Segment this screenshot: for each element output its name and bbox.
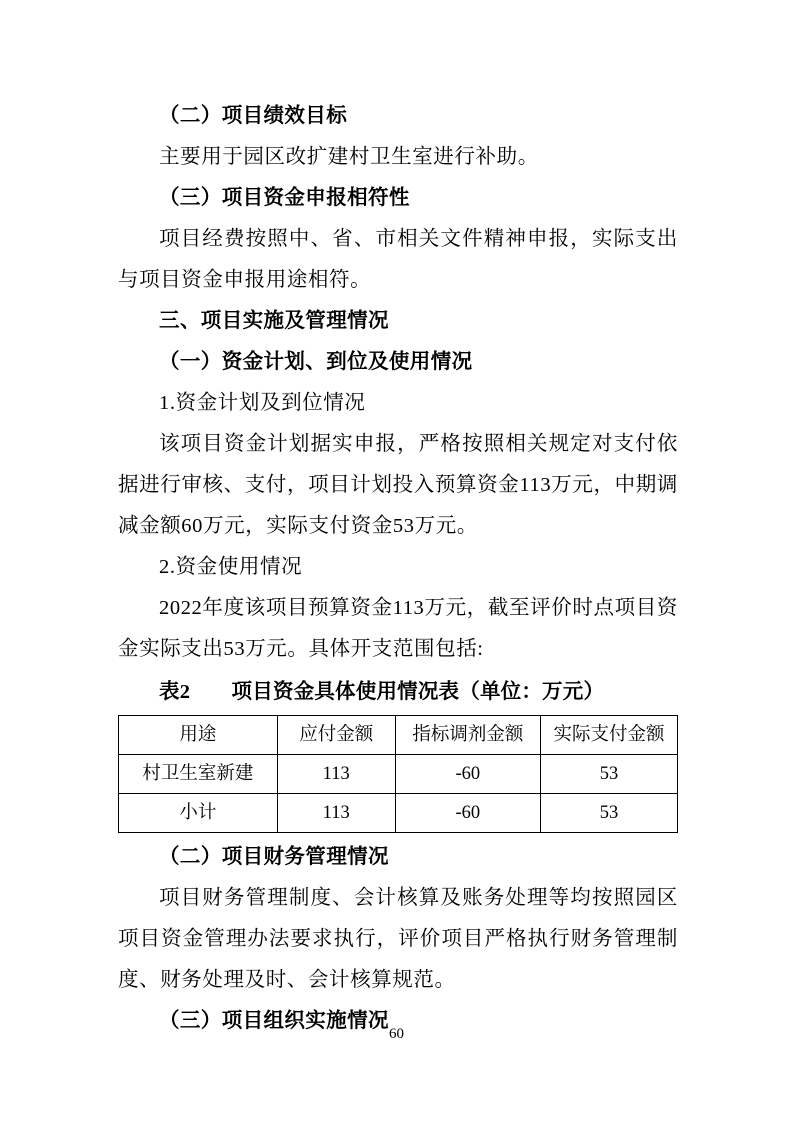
paragraph-fund-usage: 2022年度该项目预算资金113万元，截至评价时点项目资金实际支出53万元。具体开支范围包括:	[118, 597, 678, 660]
table-row	[119, 794, 678, 833]
table-header-row	[119, 716, 678, 755]
section-heading-performance-goal: （二）项目绩效目标	[159, 105, 348, 127]
paragraph-financial-management: 项目财务管理制度、会计核算及账务处理等均按照园区项目资金管理办法要求执行，评价项目严格执行财务管理制度、财务处理及时、会计核算规范。	[118, 887, 678, 991]
table-cell-payable: 113	[277, 794, 395, 833]
section-heading-organization-implementation: （三）项目组织实施情况	[159, 1010, 389, 1032]
subheading-fund-plan-arrival: 1.资金计划及到位情况	[159, 392, 366, 414]
table-cell-adjustment: -60	[395, 794, 540, 833]
fund-usage-table	[118, 715, 678, 833]
paragraph-fund-plan-arrival: 该项目资金计划据实申报，严格按照相关规定对支付依据进行审核、支付，项目计划投入预算资金113万元，中期调减金额60万元，实际支付资金53万元。	[118, 433, 678, 537]
table-cell-usage: 小计	[119, 794, 278, 833]
table-cell-adjustment: -60	[395, 755, 540, 794]
table-cell-payable: 113	[277, 755, 395, 794]
table-header-cell-usage: 用途	[119, 716, 278, 755]
section-heading-fund-plan: （一）资金计划、到位及使用情况	[159, 351, 473, 373]
table-row	[119, 755, 678, 794]
table-cell-actual: 53	[540, 755, 677, 794]
page-number: 60	[389, 1026, 404, 1042]
paragraph-performance-goal: 主要用于园区改扩建村卫生室进行补助。	[159, 146, 539, 168]
table-cell-usage: 村卫生室新建	[119, 755, 278, 794]
table-caption: 表2 项目资金具体使用情况表（单位：万元）	[159, 681, 605, 703]
section-heading-funding-consistency: （三）项目资金申报相符性	[159, 187, 410, 209]
subheading-fund-usage: 2.资金使用情况	[159, 556, 303, 578]
document-body	[118, 96, 678, 1042]
table-cell-actual: 53	[540, 794, 677, 833]
section-heading-implementation-management: 三、项目实施及管理情况	[159, 310, 389, 332]
table-header-cell-payable: 应付金额	[277, 716, 395, 755]
table-header-cell-adjustment: 指标调剂金额	[395, 716, 540, 755]
table-header-cell-actual: 实际支付金额	[540, 716, 677, 755]
paragraph-funding-consistency: 项目经费按照中、省、市相关文件精神申报，实际支出与项目资金申报用途相符。	[118, 228, 678, 291]
section-heading-financial-management: （二）项目财务管理情况	[159, 846, 389, 868]
